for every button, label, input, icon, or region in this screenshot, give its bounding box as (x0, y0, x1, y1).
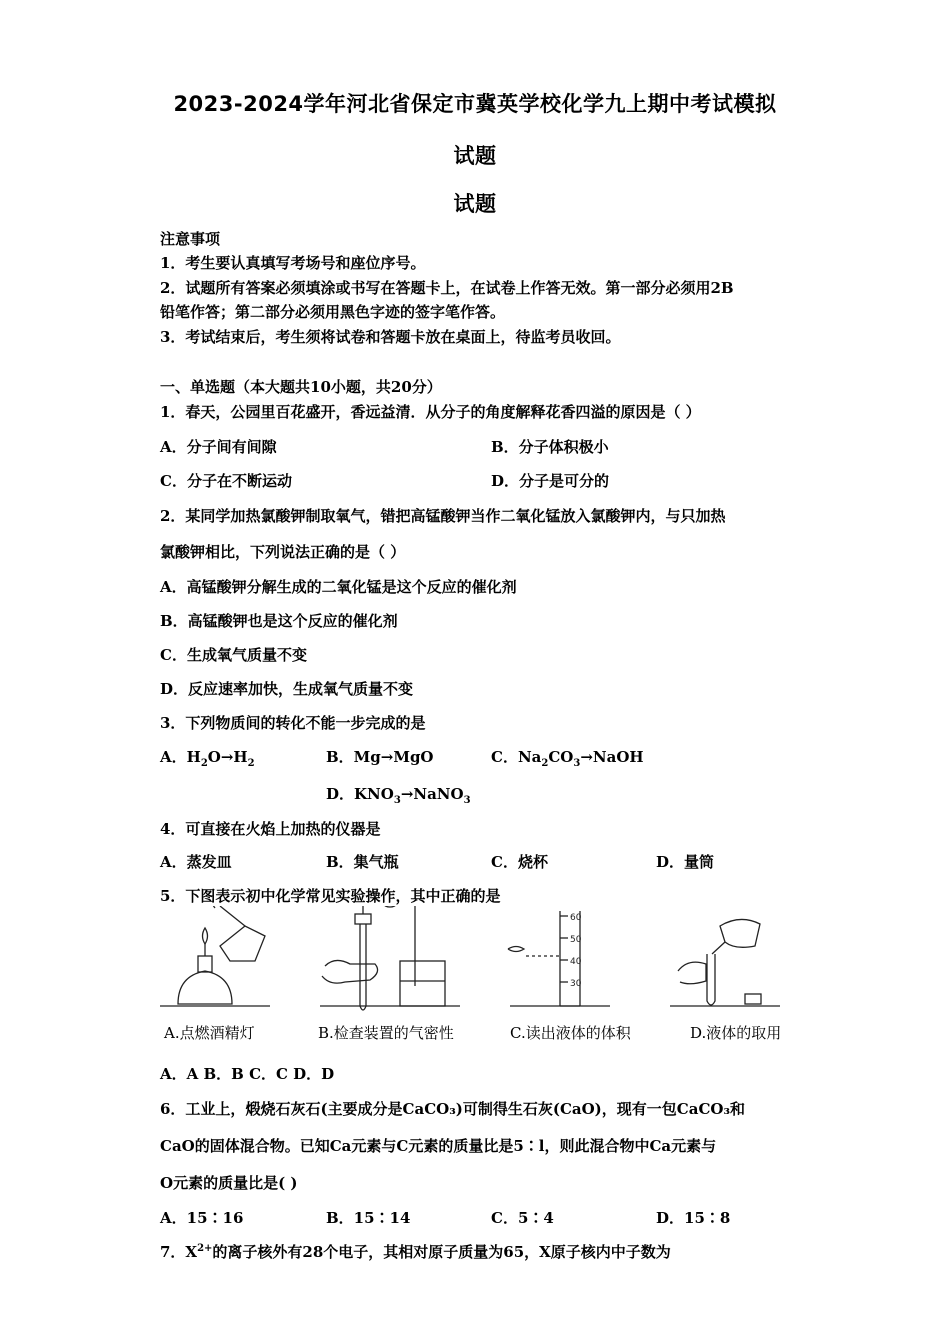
notice-item-2: 2．试题所有答案必须填涂或书写在答题卡上，在试卷上作答无效。第一部分必须用2B (160, 279, 734, 297)
notice-item-1: 1．考生要认真填写考场号和座位序号。 (160, 254, 426, 272)
caption-a: A.点燃酒精灯 (164, 1024, 255, 1042)
experiment-figure (160, 906, 800, 1046)
q3-stem: 3．下列物质间的转化不能一步完成的是 (160, 714, 426, 732)
q6-option-a: A．15∶16 (160, 1209, 244, 1227)
notice-item-3: 3．考试结束后，考生须将试卷和答题卡放在桌面上，待监考员收回。 (160, 328, 621, 346)
q1-option-a: A．分子间有间隙 (160, 438, 277, 456)
q3-option-c: C．$Na_2CO_3\to NaOH$ (491, 748, 644, 769)
graduated-cylinder-illustration (508, 911, 610, 1006)
q1-option-b: B．分子体积极小 (491, 438, 609, 456)
q2-stem: 2．某同学加热氯酸钾制取氧气，错把高锰酸钾当作二氧化锰放入氯酸钾内，与只加热 (160, 507, 726, 525)
caption-b: B.检查装置的气密性 (318, 1024, 454, 1042)
q6-option-b: B．15∶14 (326, 1209, 411, 1227)
q6-stem: 6．工业上，煅烧石灰石(主要成分是CaCO₃)可制得生石灰(CaO)，现有一包CaCO₃和 (160, 1100, 746, 1118)
scale-label-40: 40 (570, 957, 582, 967)
caption-d: D.液体的取用 (690, 1024, 782, 1042)
section-heading: 一、单选题（本大题共10小题，共20分） (160, 378, 442, 396)
q4-option-b: B．集气瓶 (326, 853, 399, 871)
alcohol-lamp-illustration (160, 906, 270, 1006)
caption-c: C.读出液体的体积 (510, 1024, 631, 1042)
q6-stem-cont2: O元素的质量比是( ) (160, 1174, 298, 1192)
q1-option-c: C．分子在不断运动 (160, 472, 292, 490)
q1-stem: 1．春天，公园里百花盛开，香远益清．从分子的角度解释花香四溢的原因是（ ） (160, 403, 701, 421)
scale-label-60: 60 (570, 913, 582, 923)
q3-option-b: B．Mg→MgO (326, 748, 434, 766)
q2-option-d: D．反应速率加快，生成氧气质量不变 (160, 680, 414, 698)
q2-option-b: B．高锰酸钾也是这个反应的催化剂 (160, 612, 398, 630)
q4-option-d: D．量筒 (656, 853, 715, 871)
scale-label-50: 50 (570, 935, 582, 945)
q6-stem-cont: CaO的固体混合物。已知Ca元素与C元素的质量比是5∶l，则此混合物中Ca元素与 (160, 1137, 717, 1155)
q2-option-a: A．高锰酸钾分解生成的二氧化锰是这个反应的催化剂 (160, 578, 517, 596)
airtightness-check-illustration (320, 906, 460, 1010)
q7-stem: 7．$X^{2+}$的离子核外有28个电子，其相对原子质量为65，X原子核内中子数为 (160, 1243, 671, 1261)
q6-option-c: C．5∶4 (491, 1209, 554, 1227)
q4-option-a: A．蒸发皿 (160, 853, 232, 871)
liquid-pouring-illustration (670, 919, 780, 1006)
exam-title-line3: 试题 (453, 192, 497, 216)
q3-option-d: D．$KNO_3\to NaNO_3$ (326, 785, 471, 806)
q2-stem-cont: 氯酸钾相比，下列说法正确的是（ ） (160, 543, 406, 561)
scale-label-30: 30 (570, 979, 582, 989)
q5-stem: 5．下图表示初中化学常见实验操作，其中正确的是 (160, 887, 501, 905)
notice-item-2-cont: 铅笔作答；第二部分必须用黑色字迹的签字笔作答。 (160, 303, 506, 321)
q4-stem: 4．可直接在火焰上加热的仪器是 (160, 820, 381, 838)
q4-option-c: C．烧杯 (491, 853, 548, 871)
exam-title: 2023-2024学年河北省保定市冀英学校化学九上期中考试模拟 (173, 92, 777, 116)
exam-title-line2: 试题 (453, 144, 497, 168)
q3-option-a: A．$H_2O\to H_2$ (160, 748, 255, 769)
q1-option-d: D．分子是可分的 (491, 472, 610, 490)
q5-options: A．A B．B C．C D．D (160, 1065, 335, 1083)
q2-option-c: C．生成氧气质量不变 (160, 646, 307, 664)
q6-option-d: D．15∶8 (656, 1209, 731, 1227)
notice-heading: 注意事项 (160, 230, 221, 248)
